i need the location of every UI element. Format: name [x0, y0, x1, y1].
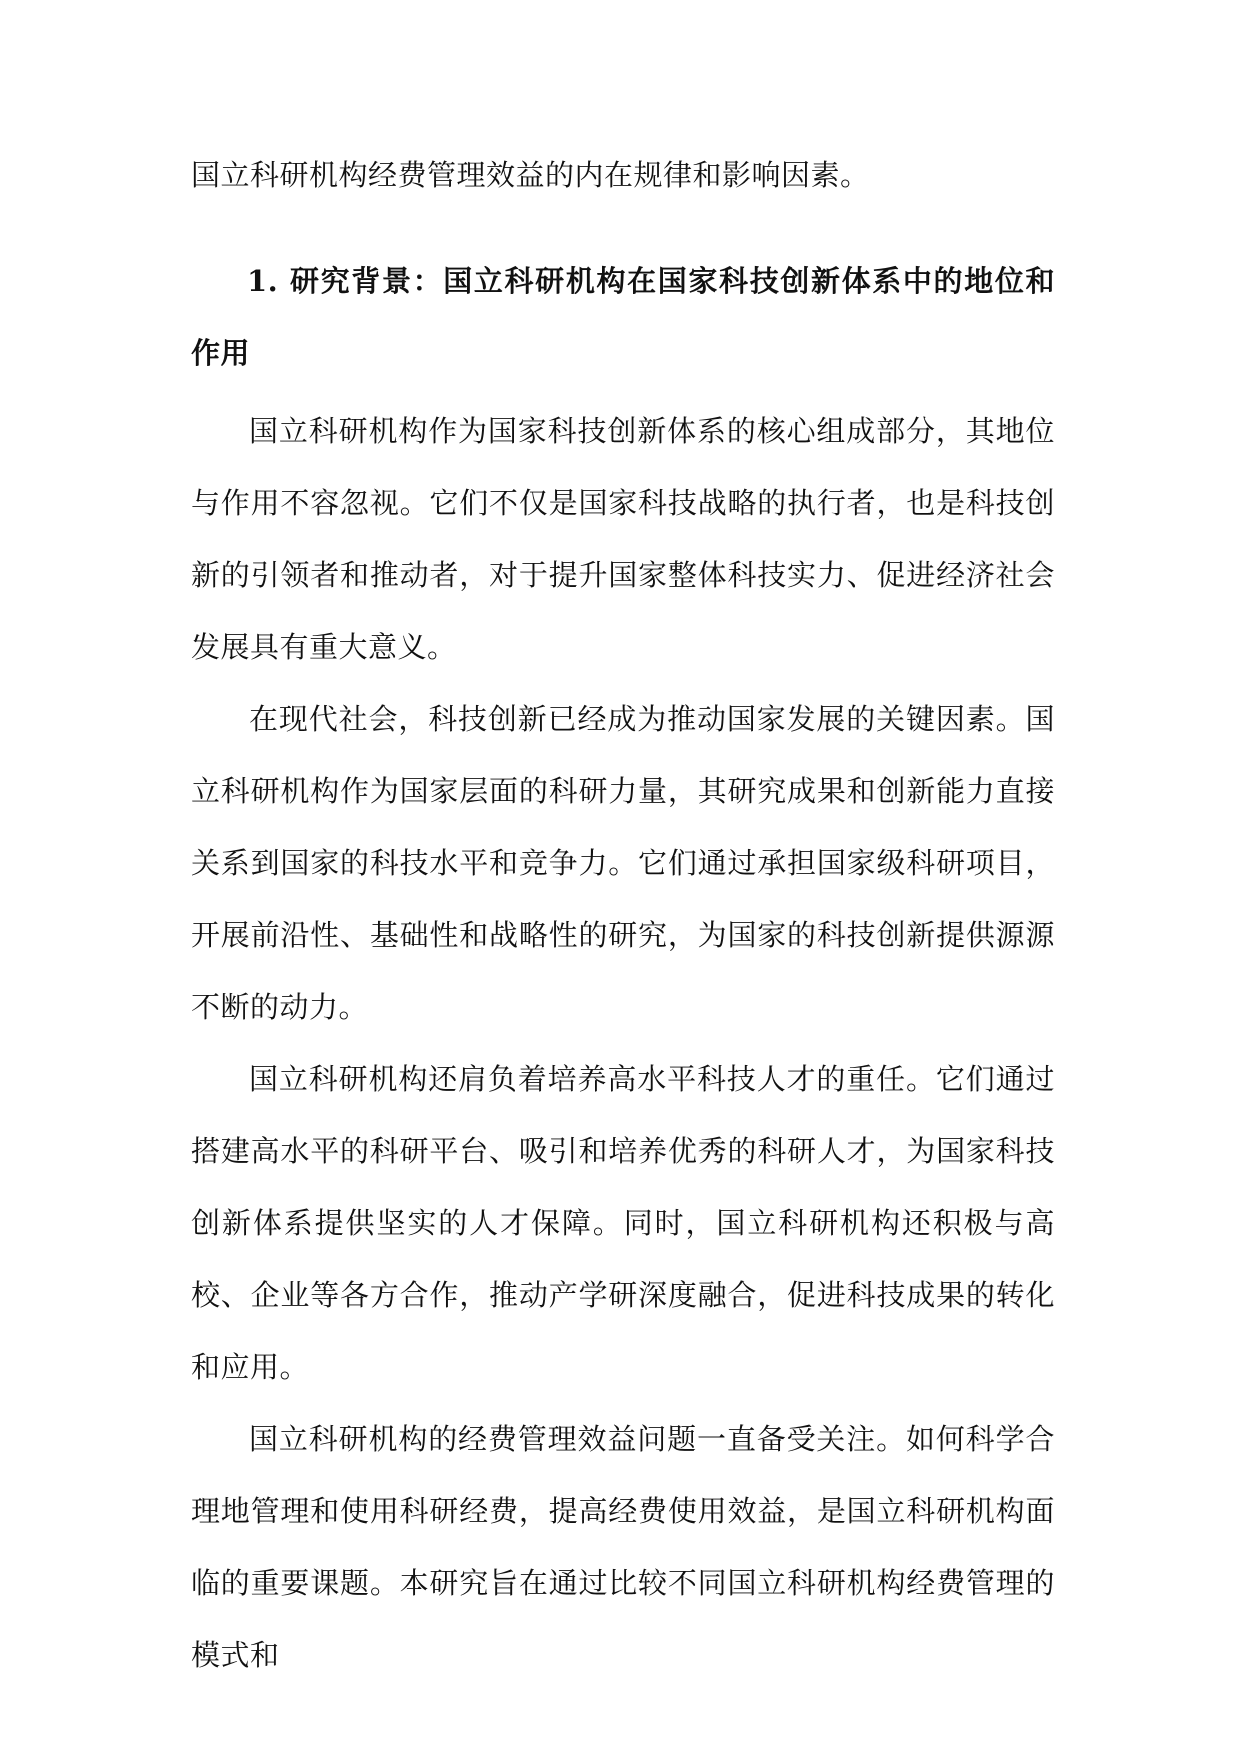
paragraph: 国立科研机构作为国家科技创新体系的核心组成部分，其地位与作用不容忽视。它们不仅是国家科技战略的执行者，也是科技创新的引领者和推动者，对于提升国家整体科技实力、促进经济社会发展具有重大意义。: [191, 414, 1055, 664]
body-paragraphs: [191, 395, 1055, 1691]
paragraph: 国立科研机构的经费管理效益问题一直备受关注。如何科学合理地管理和使用科研经费，提高经费使用效益，是国立科研机构面临的重要课题。本研究旨在通过比较不同国立科研机构经费管理的模式和: [191, 1422, 1055, 1672]
section-heading: 1. 研究背景：国立科研机构在国家科技创新体系中的地位和作用: [191, 264, 1055, 370]
continued-paragraph: 国立科研机构经费管理效益的内在规律和影响因素。: [191, 158, 870, 192]
paragraph: 在现代社会，科技创新已经成为推动国家发展的关键因素。国立科研机构作为国家层面的科研力量，其研究成果和创新能力直接关系到国家的科技水平和竞争力。它们通过承担国家级科研项目，开展前沿性、基础性和战略性的研究，为国家的科技创新提供源源不断的动力。: [191, 702, 1055, 1024]
paragraph: 国立科研机构还肩负着培养高水平科技人才的重任。它们通过搭建高水平的科研平台、吸引和培养优秀的科研人才，为国家科技创新体系提供坚实的人才保障。同时，国立科研机构还积极与高校、企业等各方合作，推动产学研深度融合，促进科技成果的转化和应用。: [191, 1062, 1055, 1384]
